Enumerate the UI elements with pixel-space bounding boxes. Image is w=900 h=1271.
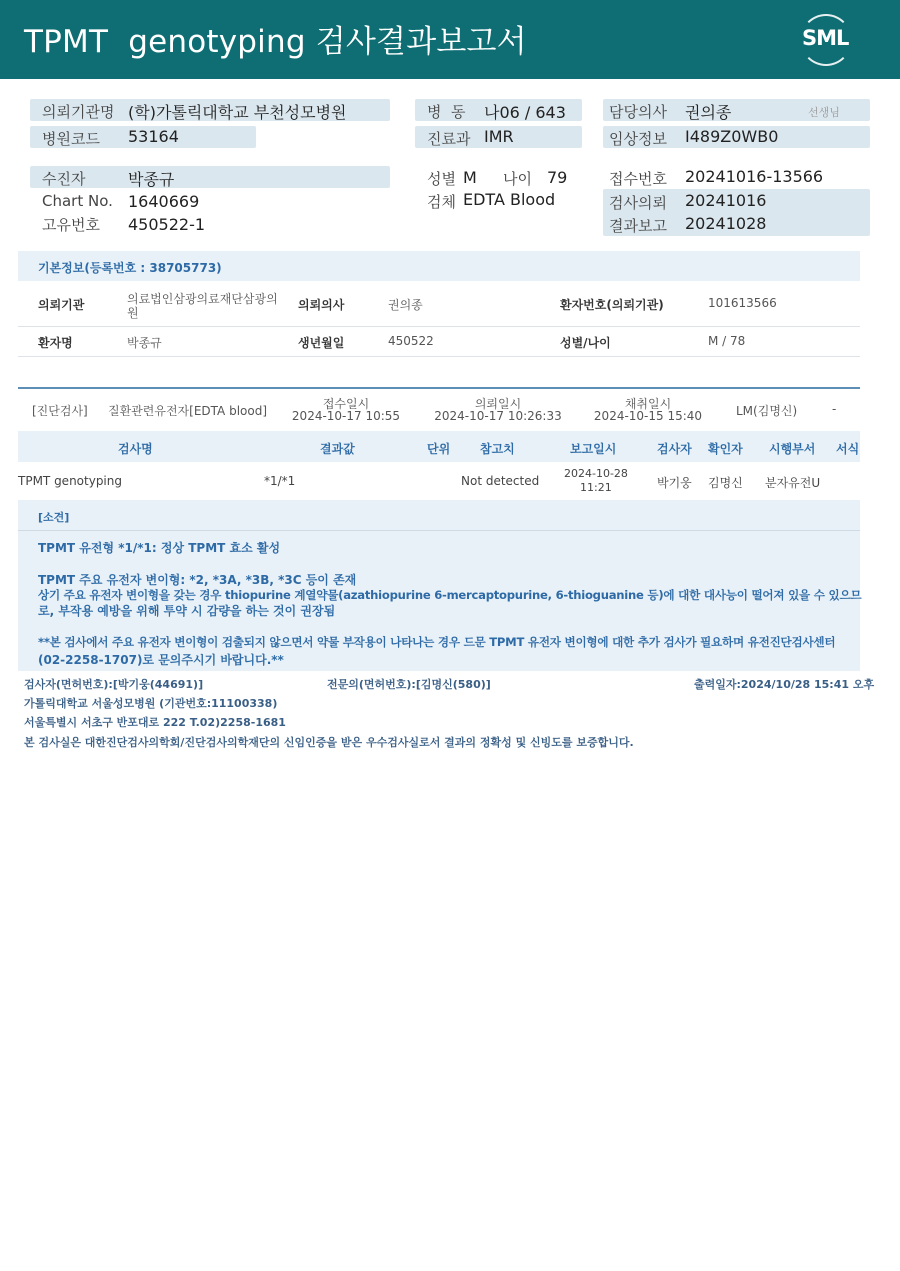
row-report-date-2: 11:21 (580, 481, 612, 494)
request-time-label: 의뢰일시 (474, 397, 522, 411)
logo-text: SML (802, 26, 849, 50)
row-tester: 박기웅 (657, 476, 692, 490)
unique-label: 고유번호 (42, 216, 100, 234)
basic-org-value-1: 의료법인삼광의료재단삼광의 (127, 292, 278, 306)
lm-dash: - (832, 402, 837, 416)
specimen-value: EDTA Blood (463, 190, 556, 209)
row-dept: 분자유전U (765, 476, 821, 490)
test-category: [진단검사] (32, 404, 88, 418)
receipt-time-label: 접수일시 (322, 397, 370, 411)
request-time-value: 2024-10-17 10:26:33 (434, 409, 562, 423)
opinion-title: [소견] (38, 511, 70, 524)
request-org-value: (학)가톨릭대학교 부천성모병원 (128, 103, 347, 122)
col-reference: 참고치 (480, 442, 515, 456)
footer-address: 서울특별시 서초구 반포대로 222 T.02)2258-1681 (24, 716, 286, 729)
sml-logo (800, 14, 852, 66)
basic-name-label: 환자명 (38, 336, 73, 350)
opinion-line-1: TPMT 유전형 *1/*1: 정상 TPMT 효소 활성 (38, 541, 281, 555)
doctor-suffix: 선생님 (808, 106, 840, 119)
report-header (0, 0, 900, 79)
basic-patient-no-value: 101613566 (708, 296, 777, 310)
basic-divider-1 (18, 326, 860, 327)
collect-time-label: 채취일시 (624, 397, 672, 411)
clinical-label: 임상정보 (609, 130, 667, 148)
test-group-name: 질환관련유전자[EDTA blood] (108, 404, 268, 418)
basic-info-title: 기본정보(등록번호 : 38705773) (38, 261, 222, 275)
opinion-divider (18, 530, 860, 531)
basic-doctor-label: 의뢰의사 (298, 298, 345, 312)
footer-print-date: 출력일자:2024/10/28 15:41 오후 (694, 678, 875, 691)
col-unit: 단위 (427, 442, 451, 456)
age-label: 나이 (503, 170, 532, 188)
unique-value: 450522-1 (128, 215, 206, 234)
chart-label: Chart No. (42, 192, 113, 210)
col-tester: 검사자 (657, 442, 692, 456)
lm-name: LM(김명신) (736, 404, 798, 418)
hospital-code-label: 병원코드 (42, 130, 100, 148)
report-date-value: 20241028 (685, 214, 767, 233)
footer-hospital: 가톨릭대학교 서울성모병원 (기관번호:11100338) (24, 697, 278, 710)
collect-time-value: 2024-10-15 15:40 (593, 409, 703, 423)
basic-patient-no-label: 환자번호(의뢰기관) (560, 298, 664, 312)
col-format: 서식 (836, 442, 860, 456)
basic-info-header (18, 251, 860, 281)
row-confirmer: 김명신 (708, 476, 743, 490)
row-reference: Not detected (461, 474, 540, 488)
opinion-line-6: (02-2258-1707)로 문의주시기 바랍니다.** (38, 653, 284, 667)
dept-label: 진료과 (427, 130, 471, 148)
col-report-date: 보고일시 (570, 442, 617, 456)
row-report-date-1: 2024-10-28 (564, 467, 628, 480)
test-section-line (18, 387, 860, 389)
row-result: *1/*1 (264, 474, 296, 488)
basic-doctor-value: 권의종 (388, 298, 423, 312)
report-date-label: 결과보고 (609, 217, 667, 235)
examinee-value: 박종규 (128, 170, 175, 189)
hospital-code-value: 53164 (128, 127, 179, 146)
opinion-line-2: TPMT 주요 유전자 변이형: *2, *3A, *3B, *3C 등이 존재 (38, 573, 357, 587)
sex-value: M (463, 168, 477, 187)
basic-divider-2 (18, 356, 860, 357)
receipt-time-value: 2024-10-17 10:55 (291, 409, 401, 423)
age-value: 79 (547, 168, 568, 187)
receipt-value: 20241016-13566 (685, 167, 824, 186)
basic-name-value: 박종규 (127, 336, 162, 350)
request-date-value: 20241016 (685, 191, 767, 210)
col-result: 결과값 (320, 442, 355, 456)
basic-sexage-value: M / 78 (708, 334, 746, 348)
request-date-label: 검사의뢰 (609, 194, 667, 212)
footer-specialist: 전문의(면허번호):[김명신(580)] (327, 678, 491, 691)
examinee-label: 수진자 (42, 170, 86, 188)
opinion-line-3: 상기 주요 유전자 변이형을 갖는 경우 thiopurine 계열약물(azathiopurine 6-mercaptopurine, 6-thioguanine 등)에 대한 대사능이 떨어져 있을 수 있으므 (38, 588, 862, 602)
request-org-label: 의뢰기관명 (42, 103, 115, 121)
dept-value: IMR (484, 127, 514, 146)
doctor-label: 담당의사 (609, 103, 667, 121)
receipt-label: 접수번호 (609, 170, 667, 188)
row-test-name: TPMT genotyping (18, 474, 122, 488)
opinion-line-4: 로, 부작용 예방을 위해 투약 시 감량을 하는 것이 권장됨 (38, 604, 336, 618)
basic-org-value-2: 원 (127, 306, 139, 320)
chart-value: 1640669 (128, 192, 200, 211)
ward-value: 나06 / 643 (484, 103, 566, 122)
basic-birth-value: 450522 (388, 334, 434, 348)
ward-label: 병 동 (427, 103, 466, 121)
specimen-label: 검체 (427, 193, 456, 211)
footer-certification: 본 검사실은 대한진단검사의학회/진단검사의학재단의 신임인증을 받은 우수검사실로서 결과의 정확성 및 신빙도를 보증합니다. (24, 736, 634, 749)
sex-label: 성별 (427, 170, 456, 188)
col-confirmer: 확인자 (708, 442, 743, 456)
clinical-value: I489Z0WB0 (685, 127, 779, 146)
report-title: TPMT genotyping 검사결과보고서 (24, 24, 527, 60)
basic-org-label: 의뢰기관 (38, 298, 85, 312)
footer-tester: 검사자(면허번호):[박기웅(44691)] (24, 678, 204, 691)
col-test-name: 검사명 (118, 442, 153, 456)
col-dept: 시행부서 (769, 442, 816, 456)
opinion-line-5: **본 검사에서 주요 유전자 변이형이 검출되지 않으면서 약물 부작용이 나타나는 경우 드문 TPMT 유전자 변이형에 대한 추가 검사가 필요하며 유전진단검사센터 (38, 635, 836, 649)
doctor-value: 권의종 (685, 103, 732, 122)
basic-sexage-label: 성별/나이 (560, 336, 611, 350)
basic-birth-label: 생년월일 (298, 336, 345, 350)
